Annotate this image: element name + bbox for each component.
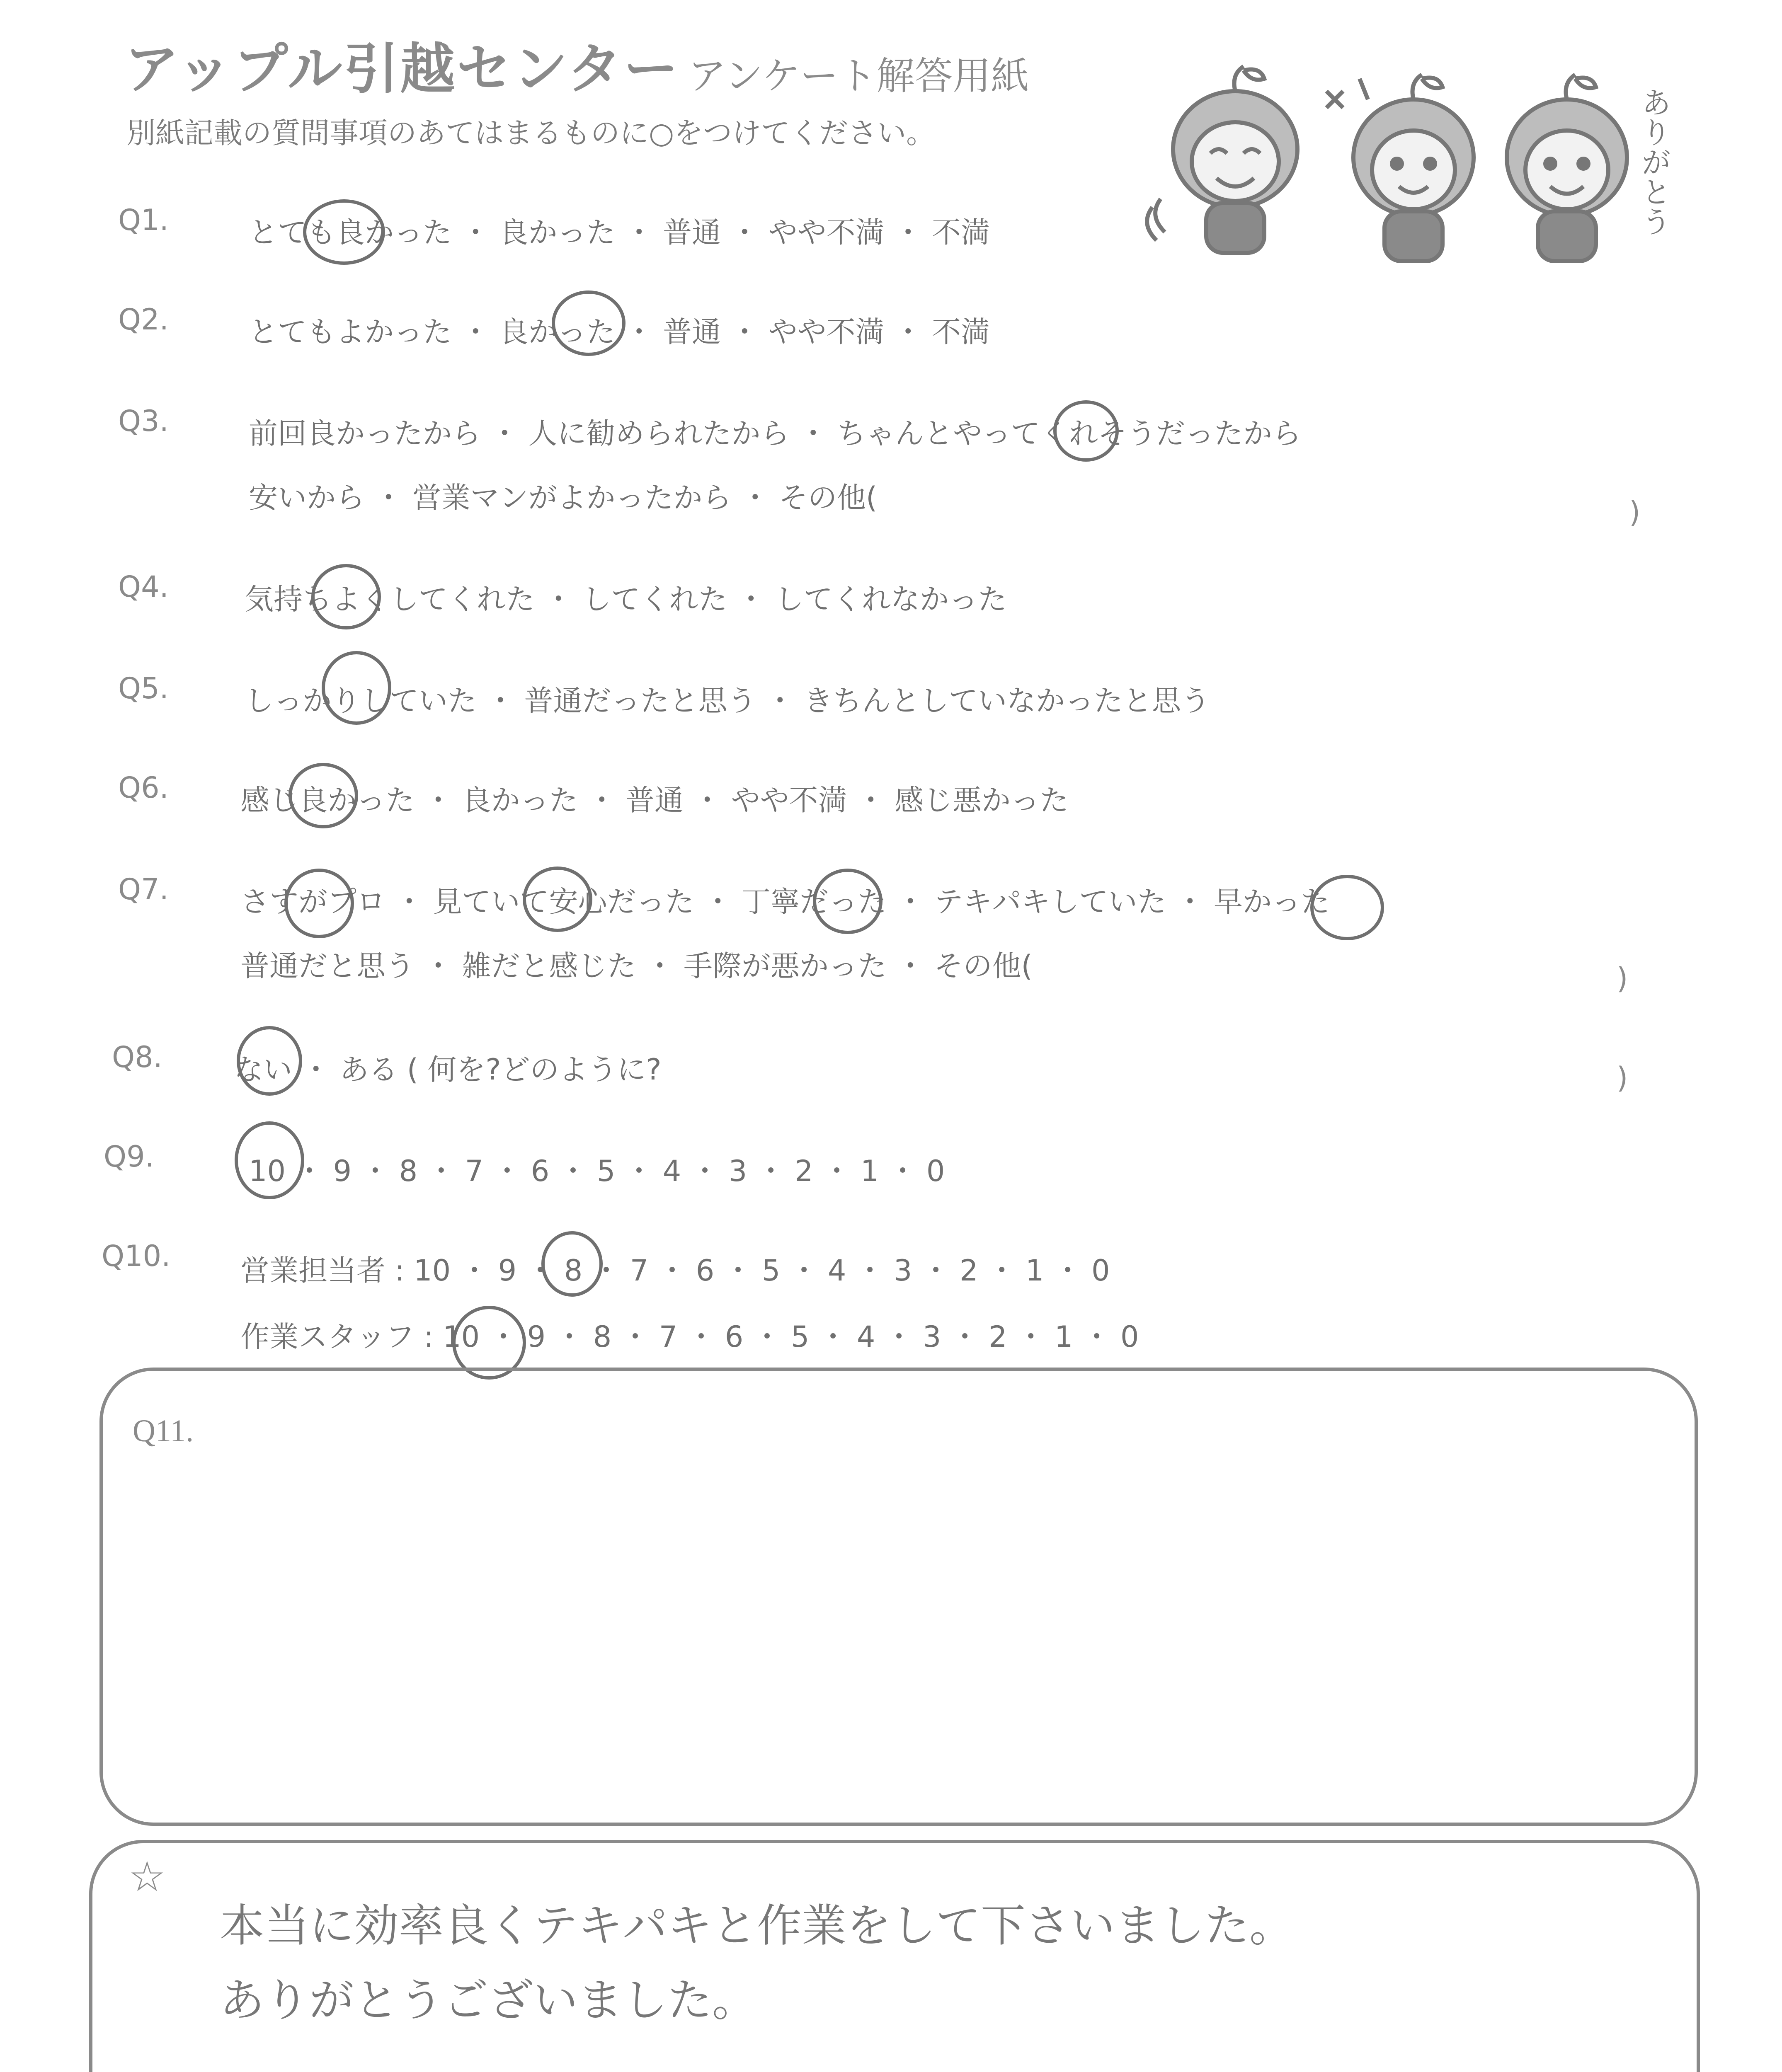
question-options-q8: ない ・ ある ( 何を?どのように? (234, 1053, 662, 1087)
question-number-q3: Q3. (118, 404, 169, 438)
star-icon: ☆ (128, 1852, 166, 1901)
question-options-q10-sales: 営業担当者 : 10 ・ 9 ・ 8 ・ 7 ・ 6 ・ 5 ・ 4 ・ 3 ・ 2 ・ 1 ・ 0 (240, 1254, 1110, 1288)
question-number-q8: Q8. (112, 1040, 162, 1074)
form-title: アップル引越センター (124, 37, 680, 101)
question-number-q5: Q5. (118, 671, 169, 705)
form-subtitle: アンケート解答用紙 (688, 54, 1029, 98)
q7-other-close-paren: ) (1617, 961, 1628, 995)
q3-other-close-paren: ) (1629, 495, 1641, 529)
question-options-q10-staff: 作業スタッフ : 10 ・ 9 ・ 8 ・ 7 ・ 6 ・ 5 ・ 4 ・ 3 ・ 2 ・ 1 ・ 0 (240, 1320, 1139, 1354)
question-options-q7-line2: 普通だと思う ・ 雑だと感じた ・ 手際が悪かった ・ その他( (240, 949, 1033, 983)
question-number-q4: Q4. (118, 570, 169, 604)
question-options-q2: とてもよかった ・ 良かった ・ 普通 ・ やや不満 ・ 不満 (249, 315, 990, 349)
question-number-q10: Q10. (102, 1239, 171, 1273)
question-options-q9: 10 ・ 9 ・ 8 ・ 7 ・ 6 ・ 5 ・ 4 ・ 3 ・ 2 ・ 1 ・ 0 (249, 1154, 945, 1188)
q11-label: Q11. (133, 1414, 194, 1448)
question-number-q7: Q7. (118, 872, 169, 906)
form-instruction: 別紙記載の質問事項のあてはまるものに○をつけてください。 (126, 116, 936, 150)
question-number-q6: Q6. (118, 771, 169, 805)
question-number-q9: Q9. (104, 1140, 154, 1174)
question-options-q3-line1: 前回良かったから ・ 人に勧められたから ・ ちゃんとやってくれそうだったから (249, 416, 1302, 450)
handwritten-comment-line1: 本当に効率良くテキパキと作業をして下さいました。 (220, 1900, 1295, 1952)
handwritten-comment-line2: ありがとうございました。 (220, 1975, 757, 2026)
question-options-q6: 感じ良かった ・ 良かった ・ 普通 ・ やや不満 ・ 感じ悪かった (240, 783, 1069, 817)
question-options-q7-line1: さすがプロ ・ 見ていて安心だった ・ 丁寧だった ・ テキパキしていた ・ 早かった (240, 885, 1330, 919)
question-options-q5: しっかりしていた ・ 普通だったと思う ・ きちんとしていなかったと思う (245, 684, 1210, 718)
mascot-thanks-text: ありがとう (1637, 87, 1671, 236)
comments-box (89, 1840, 1700, 2072)
question-options-q1: とても良かった ・ 良かった ・ 普通 ・ やや不満 ・ 不満 (249, 215, 990, 249)
question-options-q3-line2: 安いから ・ 営業マンがよかったから ・ その他( (249, 481, 878, 515)
question-number-q1: Q1. (118, 203, 169, 237)
question-number-q2: Q2. (118, 303, 169, 336)
q8-close-paren: ) (1617, 1061, 1628, 1095)
question-options-q4: 気持ちよくしてくれた ・ してくれた ・ してくれなかった (245, 582, 1007, 616)
q11-free-answer-box (99, 1368, 1698, 1826)
